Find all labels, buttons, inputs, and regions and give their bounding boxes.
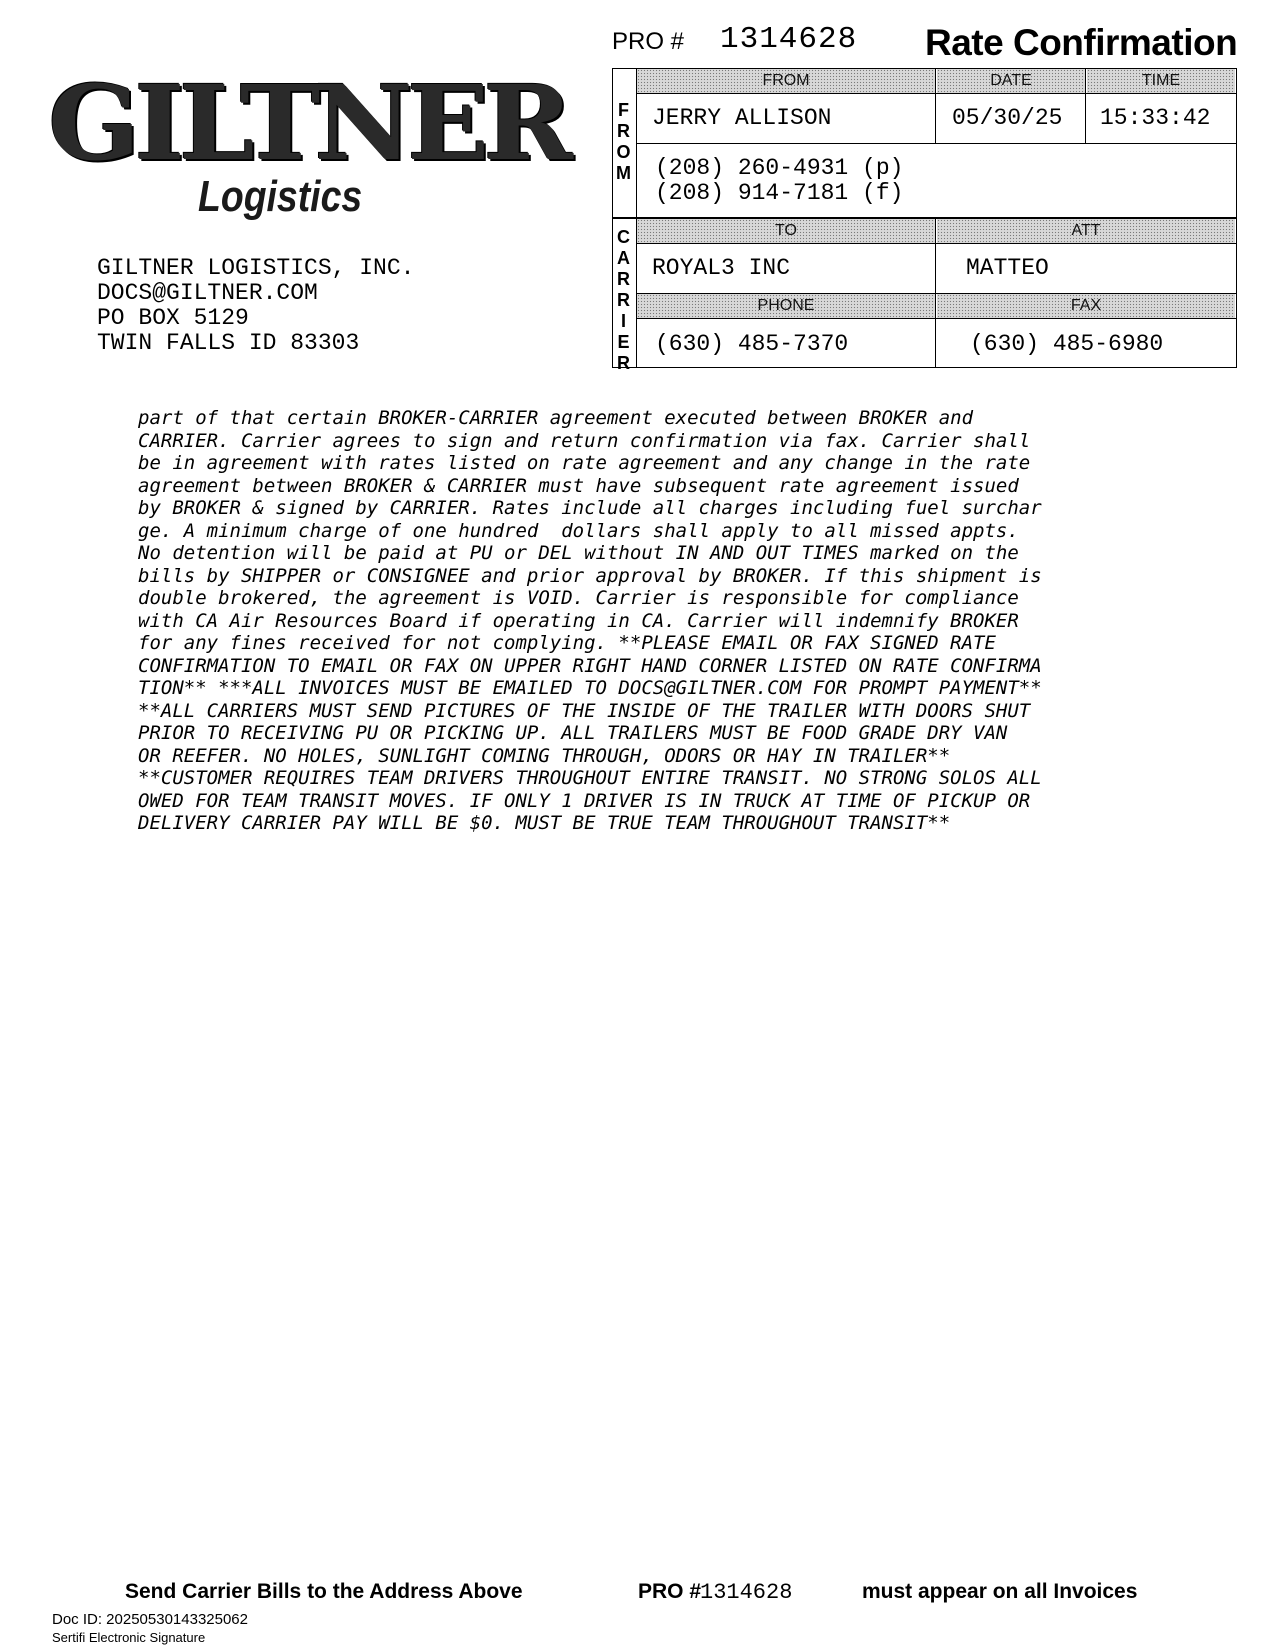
company-email: DOCS@GILTNER.COM — [97, 280, 318, 306]
from-fax: (208) 914-7181 (f) — [655, 180, 904, 206]
company-name: GILTNER LOGISTICS, INC. — [97, 255, 415, 281]
carrier-fax: (630) 485-6980 — [970, 331, 1164, 357]
doc-id: Doc ID: 20250530143325062 — [52, 1611, 248, 1628]
terms-line: bills by SHIPPER or CONSIGNEE and prior approval by BROKER. If this shipment is — [138, 564, 1042, 587]
terms-line: by BROKER & signed by CARRIER. Rates include all charges including fuel surchar — [138, 497, 1042, 519]
terms-line: **ALL CARRIERS MUST SEND PICTURES OF THE INSIDE OF THE TRAILER WITH DOORS SHUT — [138, 699, 1031, 722]
pro-number: 1314628 — [720, 22, 858, 57]
to-header: TO — [637, 219, 935, 243]
terms-line: double brokered, the agreement is VOID. Carrier is responsible for compliance — [138, 587, 1019, 609]
date-header: DATE — [937, 69, 1085, 93]
terms-line: for any fines received for not complying. **PLEASE EMAIL OR FAX SIGNED RATE — [138, 632, 996, 654]
carrier-side-label: C A R R I E R — [617, 227, 630, 373]
att-header: ATT — [937, 219, 1235, 243]
terms-paragraph — [138, 407, 1158, 835]
terms-line: DELIVERY CARRIER PAY WILL BE $0. MUST BE TRUE TEAM THROUGHOUT TRANSIT** — [138, 812, 951, 834]
terms-line: CONFIRMATION TO EMAIL OR FAX ON UPPER RIGHT HAND CORNER LISTED ON RATE CONFIRMA — [138, 654, 1042, 677]
footer-pro-number: 1314628 — [700, 1580, 793, 1605]
from-name: JERRY ALLISON — [652, 105, 832, 131]
from-time: 15:33:42 — [1100, 105, 1211, 131]
terms-line: with CA Air Resources Board if operating in CA. Carrier will indemnify BROKER — [138, 609, 1019, 632]
from-side-label: F R O M — [616, 100, 631, 183]
footer-pro-label: PRO # — [638, 1580, 702, 1603]
phone-header: PHONE — [637, 294, 935, 318]
logo-wordmark: GILTNER — [48, 64, 568, 184]
giltner-logo — [48, 64, 568, 224]
from-phone: (208) 260-4931 (p) — [655, 155, 904, 181]
terms-line: part of that certain BROKER-CARRIER agreement executed between BROKER and — [138, 407, 974, 429]
send-bills-note: Send Carrier Bills to the Address Above — [125, 1580, 523, 1603]
carrier-phone: (630) 485-7370 — [655, 331, 849, 357]
terms-line: ge. A minimum charge of one hundred dollars shall apply to all missed appts. — [138, 519, 1019, 542]
carrier-att: MATTEO — [966, 255, 1049, 281]
time-header: TIME — [1087, 69, 1235, 93]
terms-line: OR REEFER. NO HOLES, SUNLIGHT COMING THROUGH, ODORS OR HAY IN TRAILER** — [138, 744, 951, 767]
terms-line: TION** ***ALL INVOICES MUST BE EMAILED TO DOCS@GILTNER.COM FOR PROMPT PAYMENT** — [138, 677, 1042, 699]
terms-line: agreement between BROKER & CARRIER must have subsequent rate agreement issued — [138, 474, 1019, 497]
company-po-box: PO BOX 5129 — [97, 305, 249, 331]
terms-line: CARRIER. Carrier agrees to sign and return confirmation via fax. Carrier shall — [138, 429, 1031, 452]
terms-line: OWED FOR TEAM TRANSIT MOVES. IF ONLY 1 DRIVER IS IN TRUCK AT TIME OF PICKUP OR — [138, 789, 1031, 812]
terms-line: PRIOR TO RECEIVING PU OR PICKING UP. ALL TRAILERS MUST BE FOOD GRADE DRY VAN — [138, 722, 1008, 744]
logo-subtitle: Logistics — [198, 172, 363, 221]
document-title: Rate Confirmation — [925, 22, 1238, 63]
must-appear-note: must appear on all Invoices — [862, 1580, 1138, 1603]
pro-label: PRO # — [612, 28, 685, 55]
fax-header: FAX — [937, 294, 1235, 318]
company-city: TWIN FALLS ID 83303 — [97, 330, 360, 356]
from-date: 05/30/25 — [952, 105, 1063, 131]
terms-line: No detention will be paid at PU or DEL without IN AND OUT TIMES marked on the — [138, 542, 1019, 564]
from-header: FROM — [637, 69, 935, 93]
company-address — [97, 256, 414, 356]
terms-line: **CUSTOMER REQUIRES TEAM DRIVERS THROUGHOUT ENTIRE TRANSIT. NO STRONG SOLOS ALL — [138, 767, 1042, 789]
sertifi-signature-note: Sertifi Electronic Signature — [52, 1630, 206, 1645]
terms-line: be in agreement with rates listed on rate agreement and any change in the rate — [138, 452, 1031, 474]
carrier-to: ROYAL3 INC — [652, 255, 791, 281]
